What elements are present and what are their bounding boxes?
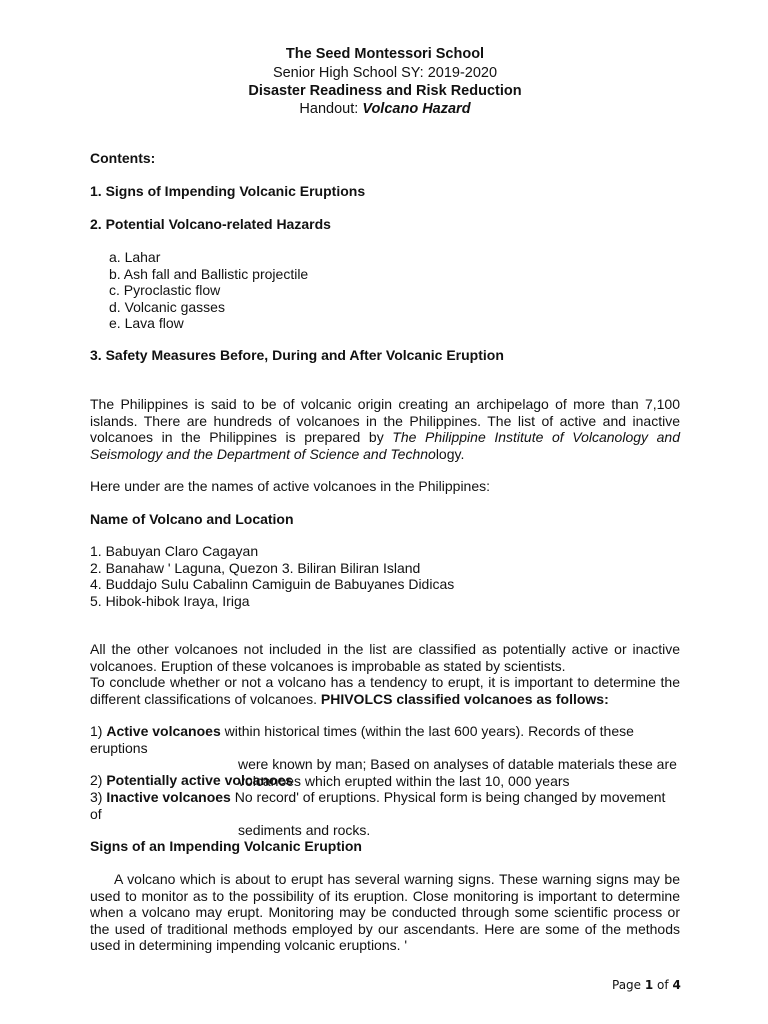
signs-heading: Signs of an Impending Volcanic Eruption <box>90 838 362 854</box>
class-label-inactive: Inactive volcanoes <box>106 789 231 805</box>
volcano-list-heading: Name of Volcano and Location <box>90 511 294 527</box>
class-desc: within historical times (within the last 600 years). Records of these eruptions <box>90 723 634 756</box>
page-number: 1 <box>644 978 654 992</box>
page-label: Page <box>612 978 645 992</box>
hazard-subitem: a. Lahar <box>109 249 161 265</box>
intro-text: The Philippines is said to be of volcanic origin creating an archipelago of more than 7,100 islands. There are hundreds of volcanoes in the Philippines. The list of active and inactive volcanoes in the Philippines is prepared by <box>90 396 680 446</box>
contents-item-3: 3. Safety Measures Before, During and After Volcanic Eruption <box>90 347 504 363</box>
class-potentially-active <box>90 772 680 789</box>
contents-item-1: 1. Signs of Impending Volcanic Eruptions <box>90 183 366 199</box>
volcano-list-item: 1. Babuyan Claro Cagayan <box>90 543 259 559</box>
class-number: 2) <box>90 772 107 788</box>
hazard-subitem: b. Ash fall and Ballistic projectile <box>109 265 309 282</box>
intro-text-end: logy. <box>435 445 465 462</box>
class-inactive <box>90 789 680 839</box>
handout-title: Volcano Hazard <box>362 101 471 117</box>
page-total: 4 <box>672 978 681 992</box>
classification-text: To conclude whether or not a volcano has a tendency to erupt, it is important to determine the different classifications of volcanoes. <box>90 674 680 707</box>
contents-item-2: 2. Potential Volcano-related Hazards <box>90 216 331 232</box>
class-number: 1) <box>90 723 107 739</box>
volcano-list-item: 4. Buddajo Sulu Cabalinn Camiguin de Babuyanes Didicas <box>90 576 455 593</box>
volcano-list-item: 5. Hibok-hibok Iraya, Iriga <box>90 592 250 609</box>
class-label-potential: Potentially active volcanoes <box>106 772 294 788</box>
phivolcs-statement: PHIVOLCS classified volcanoes as follows: <box>320 690 609 707</box>
class-desc-cont: sediments and rocks. <box>238 822 371 839</box>
subject-title: Disaster Readiness and Risk Reduction <box>248 83 522 99</box>
class-desc-cont: were known by man; Based on analyses of datable materials these are <box>238 756 677 773</box>
hazard-subitem: e. Lava flow <box>109 315 184 332</box>
hazard-subitem: c. Pyroclastic flow <box>109 282 221 299</box>
contents-heading: Contents: <box>90 150 156 166</box>
school-level: Senior High School SY: 2019-2020 <box>272 65 498 81</box>
intro-paragraph <box>90 396 680 462</box>
hazard-subitem: d. Volcanic gasses <box>109 298 225 315</box>
volcano-list <box>90 543 680 609</box>
classification-paragraph-2 <box>90 674 680 707</box>
hazard-sublist <box>109 249 699 332</box>
class-number: 3) <box>90 789 107 805</box>
class-desc-cont: volcanoes which erupted within the last 10, 000 years <box>238 772 570 789</box>
signs-paragraph: A volcano which is about to erupt has several warning signs. These warning signs may be used to monitor as to the possibility of its eruption. Close monitoring is important to determine when a volcano may erupt. Monitoring may be conducted through some scientific process or the used of traditional methods employed by our ascendants. Here are some of the methods used in determining impending volcanic eruptions. ' <box>90 871 680 954</box>
class-desc: No record' of eruptions. Physical form is being changed by movement of <box>90 789 666 822</box>
handout-prefix: Handout: <box>299 101 363 117</box>
page-of-label: of <box>653 978 673 992</box>
hereunder-text: Here under are the names of active volcanoes in the Philippines: <box>90 478 491 494</box>
handout-line <box>90 101 680 118</box>
class-label-active: Active volcanoes <box>106 723 221 739</box>
classification-paragraph-1: All the other volcanoes not included in the list are classified as potentially active or inactive volcanoes. Eruption of these volcanoes is improbable as stated by scientists. <box>90 641 680 674</box>
page-footer <box>612 977 681 994</box>
school-name: The Seed Montessori School <box>285 46 485 62</box>
volcano-list-item: 2. Banahaw ' Laguna, Quezon 3. Biliran Biliran Island <box>90 559 421 576</box>
intro-institution: The Philippine Institute of Volcanology and Seismology and the Department of Science and Techno <box>90 429 680 462</box>
